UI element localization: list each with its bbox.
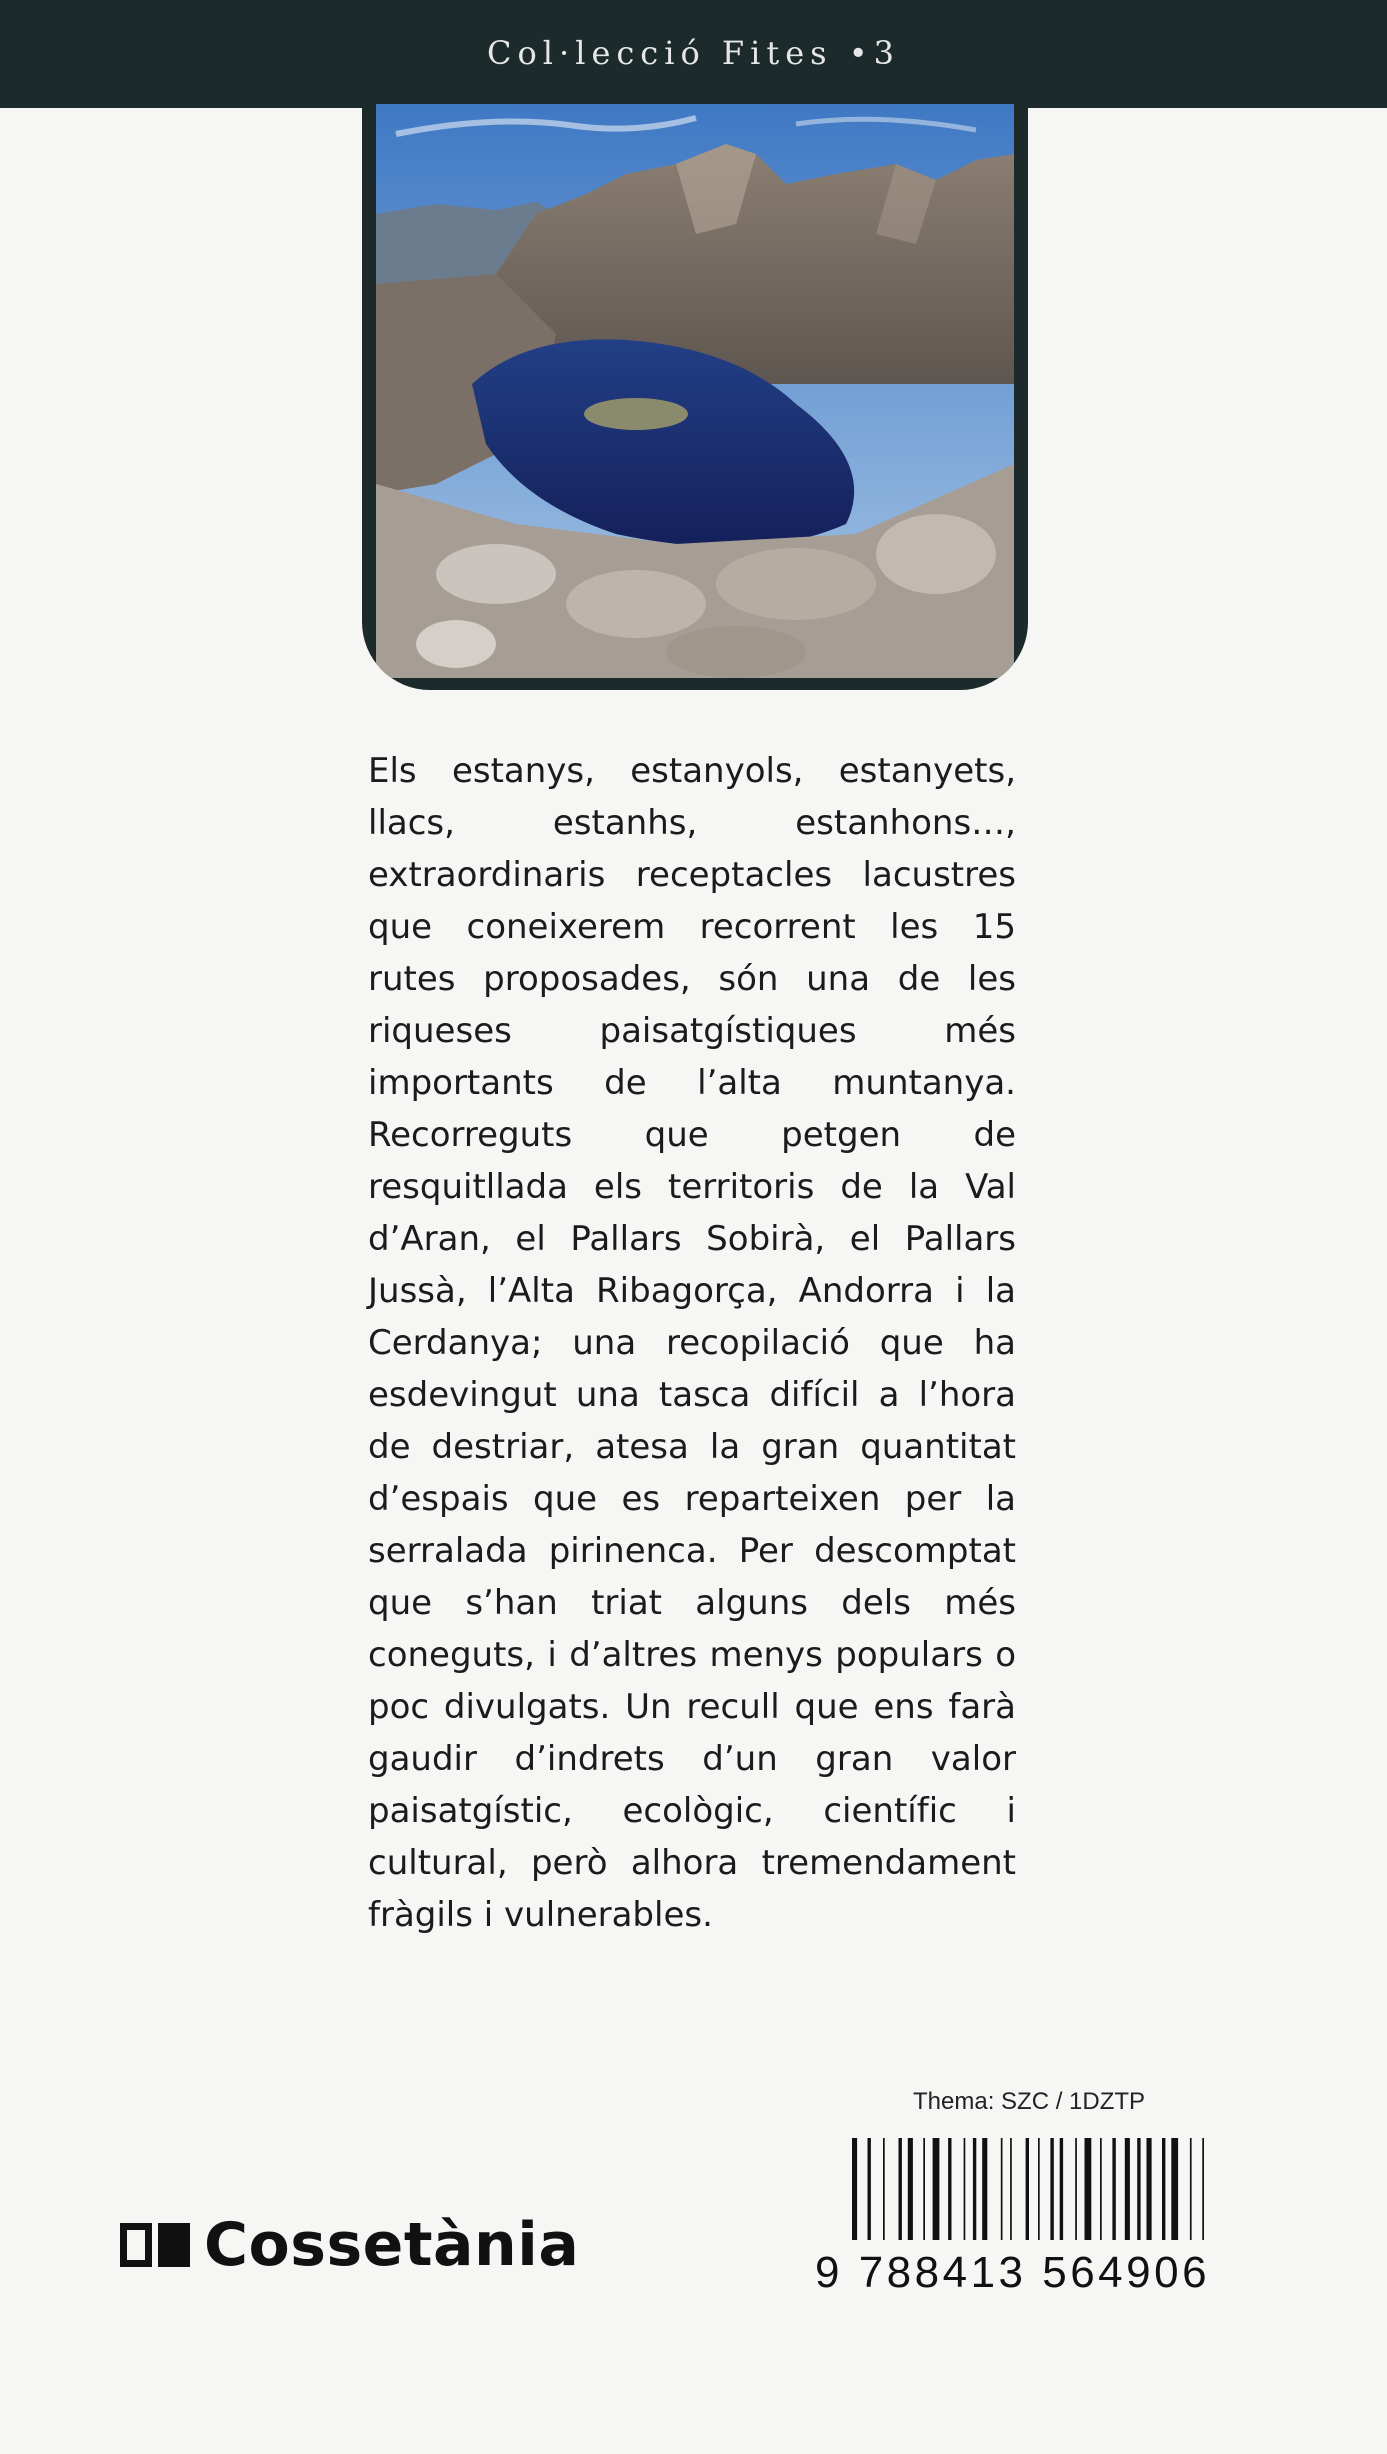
thema-code: Thema: SZC / 1DZTP xyxy=(913,2088,1146,2115)
isbn-digits: 9 788413 564906 xyxy=(815,2248,1211,2297)
isbn-barcode xyxy=(852,2138,1226,2240)
description-text: Els estanys, estanyols, estanyets, llacs, estanhs, estanhons…, extraordinaris receptacles lacustres que coneixerem recorrent les 15 rutes proposades, són una de les riqueses paisatgístiques més importants de l’alta muntanya. Recorreguts que petgen de resquitllada els territoris de la Val d’Aran, el Pallars Sobirà, el Pallars Jussà, l’Alta Ribagorça, Andorra i la Cerdanya; una recopilació que ha esdevingut una tasca difícil a l’hora de destriar, atesa la gran quantitat d’espais que es reparteixen per la serralada pirinenca. Per descomptat que s’han triat alguns dels més coneguts, i d’altres menys populars o poc divulgats. Un recull que ens farà gaudir d’indrets d’un gran valor paisatgístic, ecològic, científic i cultural, però alhora tremendament fràgils i vulnerables. xyxy=(368,751,1016,1935)
mountain-lake-image xyxy=(376,104,1014,678)
publisher-name: Cossetània xyxy=(204,2210,580,2280)
publisher-logo xyxy=(120,2210,579,2280)
series-title: Col·lecció Fites •3 xyxy=(487,34,900,72)
cover-photo xyxy=(362,100,1028,690)
publisher-mark-icon xyxy=(120,2223,190,2267)
